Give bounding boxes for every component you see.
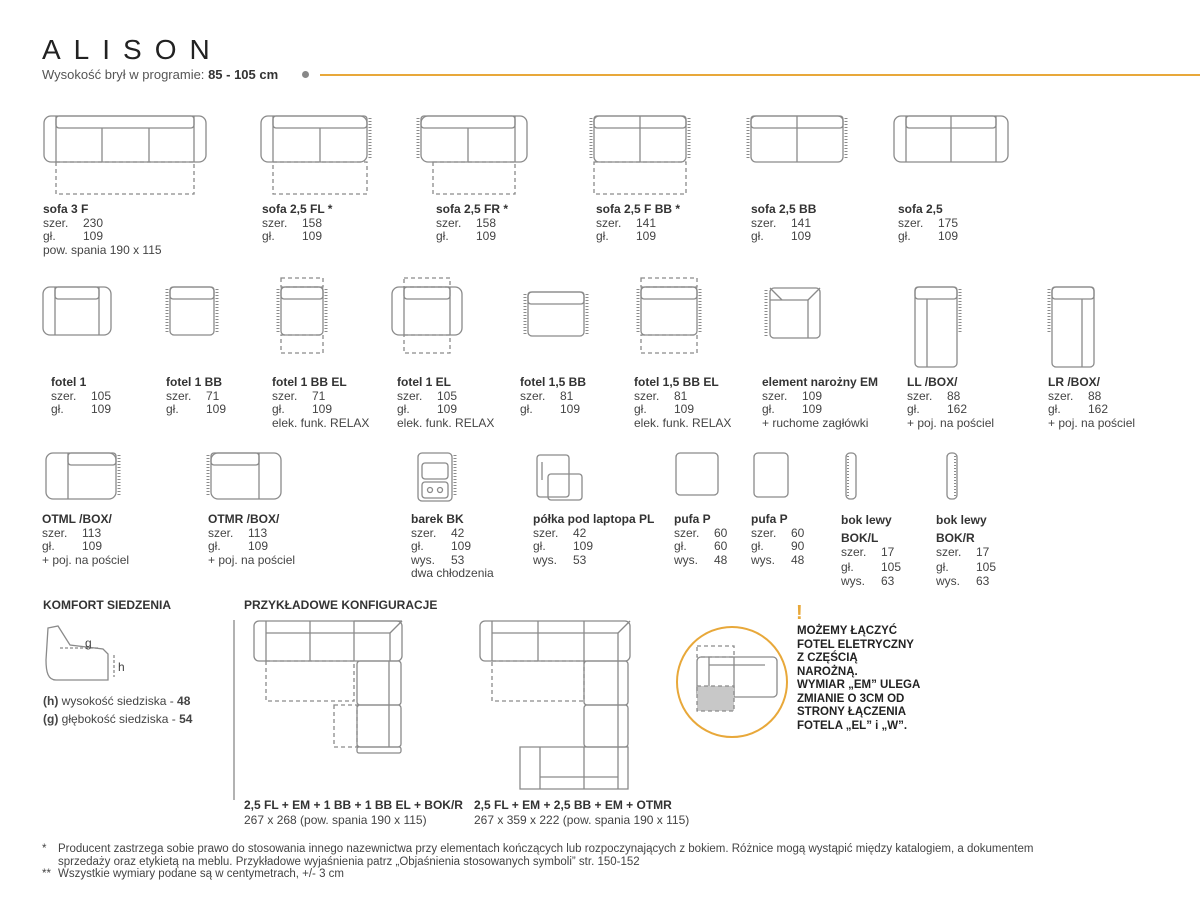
dim-value: 109 (802, 388, 823, 403)
item-name: bok lewy (841, 513, 892, 527)
fotel-1-drawing (43, 287, 111, 335)
item-extra: + ruchome zagłówki (762, 415, 869, 430)
dim-key: gł. (1048, 402, 1061, 416)
dim-key: szer. (51, 388, 77, 403)
dim-value: 109 (82, 539, 103, 553)
seat-comfort-drawing (46, 626, 114, 680)
pouf-90-drawing (754, 453, 788, 497)
config-name: 2,5 FL + EM + 2,5 BB + EM + OTMR (474, 798, 672, 812)
dim-key: wys. (751, 552, 775, 567)
item-name: OTML /BOX/ (42, 512, 112, 526)
dim-key: szer. (272, 388, 298, 403)
dim-value: 162 (947, 402, 968, 416)
item-sofa-3-f (43, 203, 162, 257)
page-title: ALISON (42, 34, 223, 65)
item-side-bok-r (936, 513, 996, 589)
footnote-mark: * (42, 843, 47, 855)
dim-value: 113 (248, 525, 268, 540)
fotel-1-el-drawing (392, 278, 462, 353)
item-name: fotel 1 EL (397, 375, 452, 389)
dim-key: szer. (674, 525, 700, 540)
dim-value: 63 (976, 574, 990, 588)
item-name: fotel 1 BB EL (272, 375, 347, 389)
dim-value: 48 (714, 552, 728, 567)
item-pouf-90 (751, 513, 804, 567)
item-extra: elek. funk. RELAX (397, 415, 495, 430)
dim-key: szer. (751, 215, 777, 230)
side-bok-r-drawing (947, 453, 957, 499)
dim-value: 109 (476, 229, 497, 243)
dim-value: 109 (573, 539, 594, 553)
item-name: LR /BOX/ (1048, 375, 1101, 389)
sofa-2-5-fr-drawing (418, 116, 527, 194)
dim-key: szer. (42, 525, 68, 540)
sofa-2-5-fl-drawing (261, 116, 370, 194)
item-sofa-2-5-fl (262, 203, 332, 244)
dim-key: gł. (751, 539, 764, 553)
dim-value: 109 (437, 402, 458, 416)
dim-key: wys. (936, 574, 960, 588)
dim-value: 109 (91, 402, 112, 416)
height-range-value: 85 - 105 cm (208, 67, 279, 82)
dim-value: 109 (302, 229, 323, 243)
dim-key: wys. (411, 552, 435, 567)
warning-icon: ! (796, 602, 803, 624)
item-extra: dwa chłodzenia (411, 566, 494, 580)
dim-value: 63 (881, 574, 895, 588)
dim-key: gł. (272, 402, 285, 416)
dim-key: gł. (898, 229, 911, 243)
item-extra: elek. funk. RELAX (272, 415, 370, 430)
item-laptop-shelf-pl (533, 513, 654, 567)
dim-value: 60 (791, 525, 805, 540)
dim-key: gł. (51, 402, 64, 416)
bar-bk-drawing (418, 453, 455, 501)
dim-value: 109 (83, 229, 104, 243)
dim-value: 109 (802, 402, 823, 416)
item-sofa-2-5-f-bb (596, 203, 680, 244)
item-name: sofa 2,5 (898, 202, 943, 216)
item-bar-bk (411, 513, 494, 581)
footnotes (42, 843, 1192, 881)
dim-value: 162 (1088, 402, 1109, 416)
dim-value: 81 (560, 388, 574, 403)
item-fotel-1-bb (166, 376, 226, 417)
note-line: FOTELA „EL” i „W”. (797, 719, 908, 732)
config-2-drawing (480, 621, 630, 789)
note-line: STRONY ŁĄCZENIA (797, 706, 907, 718)
dim-key: gł. (208, 539, 221, 553)
depth-key: (g) (43, 712, 59, 726)
dim-key: szer. (262, 215, 288, 230)
item-side-bok-l (841, 513, 901, 589)
item-name: sofa 2,5 FL * (262, 202, 333, 216)
height-value: 48 (177, 694, 191, 708)
dim-value: 53 (573, 552, 587, 567)
item-code: BOK/R (936, 530, 975, 545)
item-sofa-2-5-fr (436, 203, 508, 244)
dim-key: szer. (533, 525, 559, 540)
dim-value: 60 (714, 539, 728, 553)
dim-value: 158 (476, 215, 497, 230)
config-1-drawing (254, 621, 402, 753)
dim-key: gł. (596, 229, 609, 243)
item-name: fotel 1 (51, 375, 87, 389)
dim-key: szer. (411, 525, 437, 540)
dim-key: gł. (762, 402, 775, 416)
ll-box-drawing (915, 287, 960, 367)
dim-value: 42 (573, 525, 587, 540)
height-marker: h (118, 660, 125, 674)
depth-text: głębokość siedziska - (61, 712, 176, 726)
depth-marker: g (85, 636, 92, 650)
item-extra: + poj. na pościel (1048, 415, 1136, 430)
item-name: pufa P (674, 512, 711, 526)
dim-value: 105 (91, 388, 112, 403)
item-name: fotel 1,5 BB (520, 375, 587, 389)
item-name: bok lewy (936, 513, 987, 527)
fotel-1-bb-drawing (167, 287, 217, 335)
dim-value: 109 (636, 229, 657, 243)
dim-key: gł. (42, 539, 55, 553)
footnote-text: sprzedaży oraz etykietą na meblu. Przykładowe wyjaśnienia patrz „Objaśnienia stosowanych symboli” str. 150-152 (58, 855, 640, 868)
dim-key: gł. (43, 229, 56, 243)
item-name: pufa P (751, 512, 788, 526)
item-otmr-box (208, 513, 295, 567)
dim-value: 141 (791, 215, 812, 230)
item-sofa-2-5 (898, 203, 958, 244)
fotel-1-5-bb-el-drawing (638, 278, 700, 353)
item-sofa-2-5-bb (751, 203, 816, 244)
fotel-1-bb-el-drawing (278, 278, 326, 353)
laptop-shelf-pl-drawing (537, 455, 582, 500)
item-extra: elek. funk. RELAX (634, 415, 732, 430)
note-line: NAROŻNĄ. (797, 665, 858, 678)
item-name: półka pod laptopa PL (533, 512, 655, 526)
dim-value: 88 (1088, 388, 1102, 403)
dim-key: gł. (533, 539, 546, 553)
dim-value: 48 (791, 552, 805, 567)
dim-value: 17 (976, 545, 990, 559)
footnote-text: Wszystkie wymiary podane są w centymetrach, +/- 3 cm (58, 868, 344, 880)
comfort-heading: KOMFORT SIEDZENIA (43, 598, 171, 612)
dim-value: 141 (636, 215, 657, 230)
item-otml-box (42, 513, 129, 567)
item-pouf-60 (674, 513, 727, 567)
fotel-1-5-bb-drawing (525, 292, 587, 336)
item-fotel-1-bb-el (272, 376, 369, 430)
dim-value: 105 (437, 388, 458, 403)
note-line: MOŻEMY ŁĄCZYĆ (797, 625, 898, 637)
item-extra: pow. spania 190 x 115 (43, 242, 162, 257)
dim-key: gł. (397, 402, 410, 416)
dim-value: 71 (312, 388, 326, 403)
dim-key: szer. (907, 388, 933, 403)
item-name: sofa 2,5 FR * (436, 202, 509, 216)
dim-value: 158 (302, 215, 323, 230)
height-key: (h) (43, 694, 59, 708)
item-name: sofa 2,5 F BB * (596, 202, 681, 216)
dim-value: 42 (451, 525, 465, 540)
dim-value: 109 (560, 402, 581, 416)
dim-value: 109 (451, 539, 472, 553)
dim-key: szer. (43, 215, 69, 230)
dim-key: szer. (1048, 388, 1074, 403)
dim-key: gł. (674, 539, 687, 553)
footnote (42, 868, 1192, 881)
item-fotel-1 (51, 376, 111, 417)
dim-key: szer. (520, 388, 546, 403)
item-name: sofa 2,5 BB (751, 202, 817, 216)
item-name: fotel 1 BB (166, 375, 223, 389)
dim-key: szer. (436, 215, 462, 230)
dim-value: 175 (938, 215, 959, 230)
height-range-label: Wysokość brył w programie: (42, 67, 205, 82)
dim-value: 113 (82, 525, 102, 540)
dim-value: 109 (312, 402, 333, 416)
corner-element-em-drawing (766, 288, 820, 338)
dim-key: szer. (762, 388, 788, 403)
item-name: OTMR /BOX/ (208, 512, 280, 526)
connection-note (797, 625, 920, 733)
item-ll-box (907, 376, 994, 430)
note-line: Z CZĘŚCIĄ (797, 652, 858, 664)
config-name: 2,5 FL + EM + 1 BB + 1 BB EL + BOK/R (244, 798, 463, 812)
item-name: sofa 3 F (43, 202, 89, 216)
dim-key: szer. (936, 545, 962, 559)
dim-value: 109 (938, 229, 959, 243)
note-circle-drawing (677, 627, 787, 737)
item-extra: + poj. na pościel (42, 552, 130, 567)
dim-key: szer. (634, 388, 660, 403)
height-text: wysokość siedziska - (61, 694, 174, 708)
dim-value: 53 (451, 552, 465, 567)
item-corner-em (762, 376, 878, 430)
otml-box-drawing (46, 453, 119, 499)
item-fotel-1-5-bb-el (634, 376, 731, 430)
footnote (42, 843, 1192, 856)
dim-key: gł. (411, 539, 424, 553)
item-name: LL /BOX/ (907, 375, 958, 389)
side-bok-l-drawing (846, 453, 856, 499)
otmr-box-drawing (208, 453, 281, 499)
config-dims: 267 x 359 x 222 (pow. spania 190 x 115) (474, 813, 690, 827)
footnote (42, 856, 1192, 869)
dim-value: 109 (791, 229, 812, 243)
dim-value: 17 (881, 545, 895, 559)
dim-key: szer. (208, 525, 234, 540)
dim-key: gł. (436, 229, 449, 243)
item-name: element narożny EM (762, 375, 879, 389)
dim-value: 88 (947, 388, 961, 403)
dim-key: wys. (841, 574, 865, 588)
comfort-values (43, 692, 192, 728)
dim-value: 81 (674, 388, 688, 403)
note-line: FOTEL ELETRYCZNY (797, 638, 914, 651)
dim-key: wys. (533, 552, 557, 567)
dim-value: 105 (881, 559, 902, 574)
item-lr-box (1048, 376, 1135, 430)
dim-key: gł. (520, 402, 533, 416)
dim-value: 105 (976, 559, 997, 574)
note-line: WYMIAR „EM” ULEGA (797, 679, 921, 691)
config-1-caption (244, 798, 463, 828)
dim-key: szer. (596, 215, 622, 230)
item-code: BOK/L (841, 530, 879, 545)
dim-value: 109 (206, 402, 227, 416)
note-line: ZMIANIE O 3CM OD (797, 692, 905, 705)
dim-key: szer. (751, 525, 777, 540)
dim-key: gł. (262, 229, 275, 243)
config-dims: 267 x 268 (pow. spania 190 x 115) (244, 813, 427, 827)
dim-key: wys. (674, 552, 698, 567)
sofa-3-f-drawing (44, 116, 206, 194)
dim-key: gł. (166, 402, 179, 416)
depth-value: 54 (179, 712, 193, 726)
dim-key: gł. (907, 402, 920, 416)
dim-key: gł. (936, 559, 949, 574)
dim-value: 230 (83, 215, 104, 230)
dim-value: 60 (714, 525, 728, 540)
item-name: barek BK (411, 512, 464, 526)
item-fotel-1-el (397, 376, 494, 430)
dim-value: 71 (206, 388, 220, 403)
configs-heading: PRZYKŁADOWE KONFIGURACJE (244, 598, 438, 612)
seat-depth-row (43, 710, 192, 728)
pouf-60-drawing (676, 453, 718, 495)
dim-key: gł. (751, 229, 764, 243)
item-extra: + poj. na pościel (208, 552, 296, 567)
dim-key: gł. (634, 402, 647, 416)
lr-box-drawing (1049, 287, 1094, 367)
dim-key: szer. (898, 215, 924, 230)
sofa-2-5-f-bb-drawing (591, 116, 689, 194)
item-fotel-1-5-bb (520, 376, 586, 417)
sofa-2-5-bb-drawing (748, 116, 846, 162)
seat-height-row (43, 692, 192, 710)
item-extra: + poj. na pościel (907, 415, 995, 430)
dim-key: szer. (166, 388, 192, 403)
sofa-2-5-drawing (894, 116, 1008, 162)
dim-key: gł. (841, 559, 854, 574)
dim-key: szer. (841, 545, 867, 559)
footnote-text: Producent zastrzega sobie prawo do stosowania innego nazewnictwa przy elementach kończących lub rozpoczynających z bokiem. Różnice mogą wystąpić między katalogiem, a dokumentem (58, 843, 1034, 855)
config-2-caption (474, 798, 689, 828)
dim-value: 109 (674, 402, 695, 416)
dim-value: 109 (248, 539, 269, 553)
dim-key: szer. (397, 388, 423, 403)
item-name: fotel 1,5 BB EL (634, 375, 719, 389)
footnote-mark: ** (42, 868, 51, 880)
dim-value: 90 (791, 539, 805, 553)
